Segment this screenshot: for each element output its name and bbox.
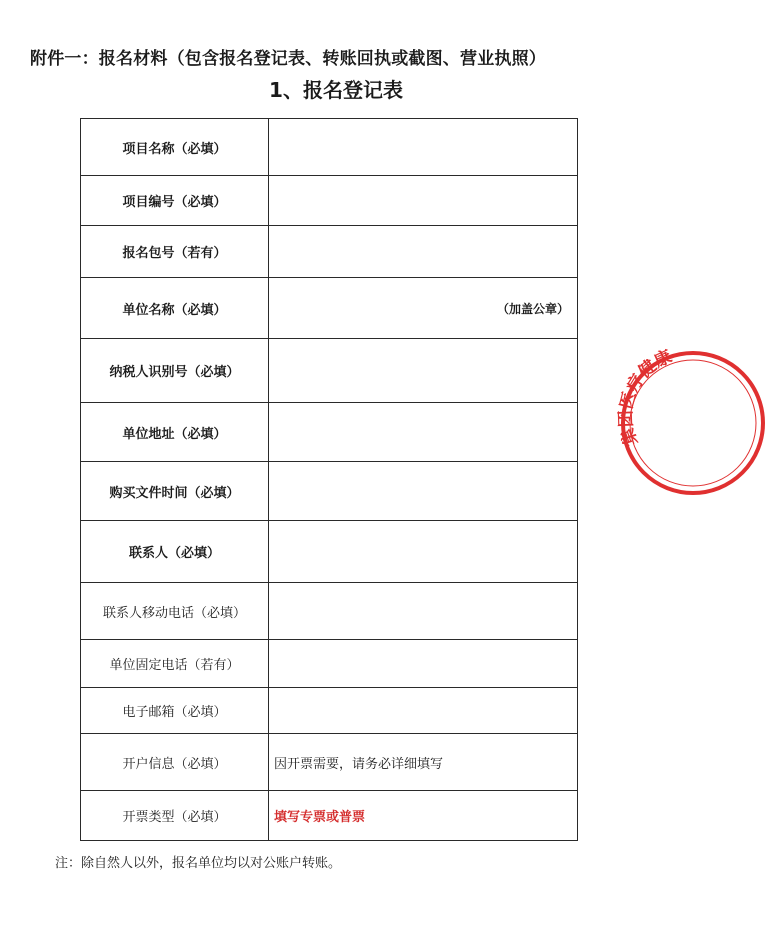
stamp-text: 集团医疗健康: [616, 346, 676, 449]
field-company-name[interactable]: [269, 278, 578, 339]
field-purchase-time[interactable]: [269, 462, 578, 521]
row-mobile-phone: [81, 583, 578, 640]
official-seal-note: （加盖公章）: [496, 301, 569, 316]
label-taxpayer-id: 纳税人识别号（必填）: [81, 339, 269, 403]
label-mobile-phone: 联系人移动电话（必填）: [81, 583, 269, 640]
row-email: [81, 688, 578, 734]
label-package-number: 报名包号（若有）: [81, 226, 269, 278]
field-company-address[interactable]: [269, 403, 578, 462]
label-email: 电子邮箱（必填）: [81, 688, 269, 734]
label-company-address: 单位地址（必填）: [81, 403, 269, 462]
label-landline-phone: 单位固定电话（若有）: [81, 640, 269, 688]
field-project-name[interactable]: [269, 119, 578, 176]
label-contact-person: 联系人（必填）: [81, 521, 269, 583]
field-bank-info[interactable]: 因开票需要，请务必详细填写: [269, 734, 578, 791]
row-company-address: [81, 403, 578, 462]
registration-table: [80, 118, 578, 841]
footnote: 注：除自然人以外，报名单位均以对公账户转账。: [55, 856, 342, 871]
label-company-name: 单位名称（必填）: [81, 278, 269, 339]
row-package-number: [81, 226, 578, 278]
row-company-name: [81, 278, 578, 339]
field-email[interactable]: [269, 688, 578, 734]
field-project-number[interactable]: [269, 176, 578, 226]
row-contact-person: [81, 521, 578, 583]
field-mobile-phone[interactable]: [269, 583, 578, 640]
row-bank-info: [81, 734, 578, 791]
red-seal-stamp: [618, 348, 768, 498]
label-invoice-type: 开票类型（必填）: [81, 791, 269, 841]
label-project-number: 项目编号（必填）: [81, 176, 269, 226]
field-package-number[interactable]: [269, 226, 578, 278]
row-project-number: [81, 176, 578, 226]
field-landline-phone[interactable]: [269, 640, 578, 688]
row-purchase-time: [81, 462, 578, 521]
row-taxpayer-id: [81, 339, 578, 403]
attachment-heading: 附件一：报名材料（包含报名登记表、转账回执或截图、营业执照）: [30, 49, 546, 69]
row-landline-phone: [81, 640, 578, 688]
label-bank-info: 开户信息（必填）: [81, 734, 269, 791]
svg-text:集团医疗健康: [616, 346, 675, 449]
field-invoice-type[interactable]: 填写专票或普票: [269, 791, 578, 841]
field-taxpayer-id[interactable]: [269, 339, 578, 403]
label-project-name: 项目名称（必填）: [81, 119, 269, 176]
label-purchase-time: 购买文件时间（必填）: [81, 462, 269, 521]
row-invoice-type: [81, 791, 578, 841]
form-title: 1、报名登记表: [269, 78, 403, 102]
row-project-name: [81, 119, 578, 176]
field-contact-person[interactable]: [269, 521, 578, 583]
